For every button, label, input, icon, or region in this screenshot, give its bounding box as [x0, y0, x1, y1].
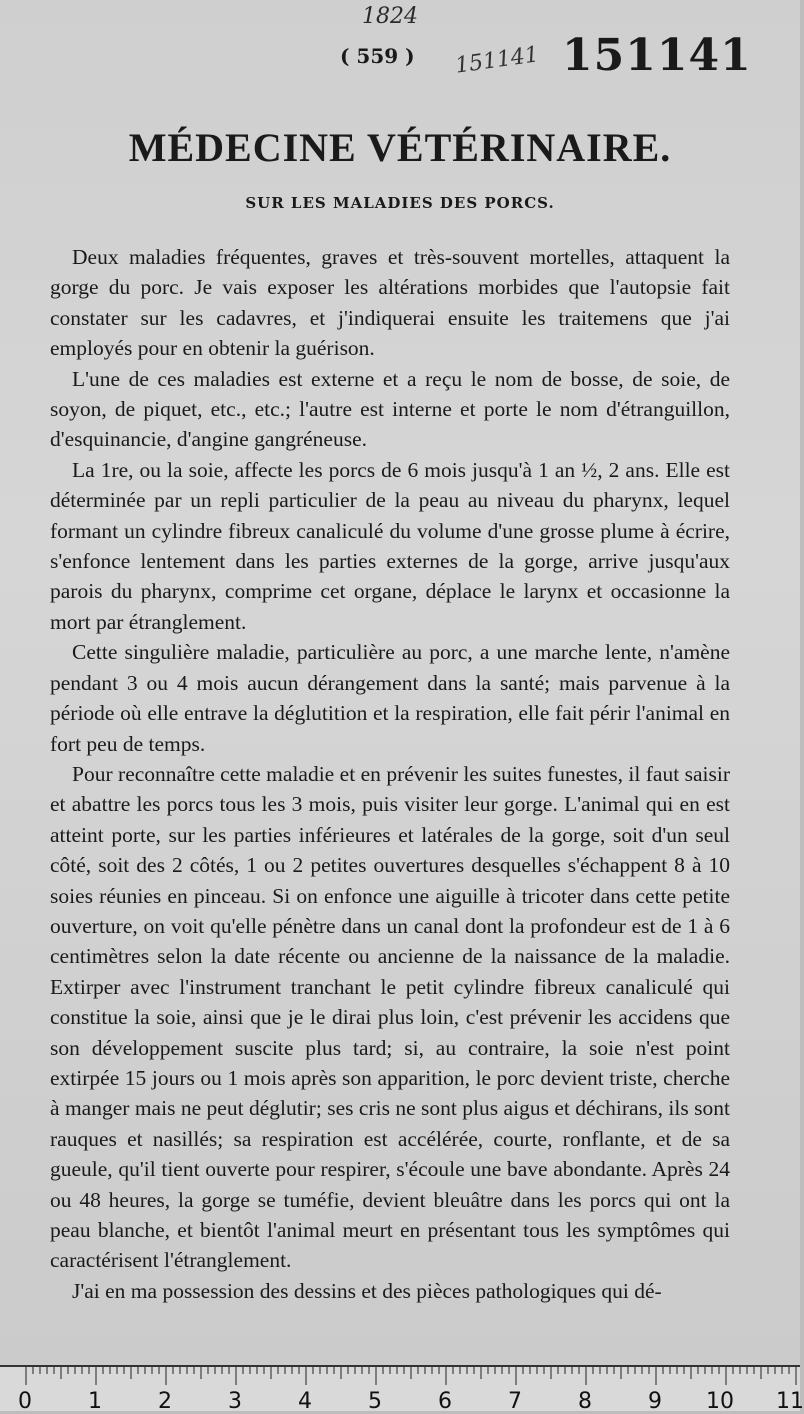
ruler-label: 2 [158, 1389, 172, 1414]
paragraph: Deux maladies fréquentes, graves et très-souvent mortelles, attaquent la gorge du porc. Je vais exposer les altérations morbides que l'autopsie fait constater sur les cadavres, et j'indiquerai ensuite les traitemens que j'ai employés pour en obtenir la guérison. [50, 245, 730, 361]
paragraph: La 1re, ou la soie, affecte les porcs de 6 mois jusqu'à 1 an ½, 2 ans. Elle est déterminée par un repli particulier de la peau au niveau du pharynx, lequel formant un cylindre fibreux canaliculé du volume d'une grosse plume à écrire, s'enfonce lentement dans les parties externes de la gorge, arrive jusqu'aux parois du pharynx, comprime cet organe, déplace le larynx et occasionne la mort par étranglement. [50, 457, 730, 634]
page-number: ( 559 ) [340, 44, 415, 68]
paragraph: J'ai en ma possession des dessins et des pièces pathologiques qui dé- [72, 1278, 662, 1303]
ruler-label: 0 [18, 1389, 32, 1414]
ruler-label: 10 [706, 1389, 734, 1414]
measurement-ruler [0, 1365, 804, 1414]
ruler-label: 4 [298, 1389, 312, 1414]
ruler-label: 8 [578, 1389, 592, 1414]
handwritten-id: 151141 [453, 42, 541, 79]
ruler-label: 7 [508, 1389, 522, 1414]
article-title: MÉDECINE VÉTÉRINAIRE. [128, 125, 672, 170]
article-body [50, 242, 730, 1306]
handwritten-year: 1824 [362, 4, 418, 29]
paragraph: Pour reconnaître cette maladie et en prévenir les suites funestes, il faut saisir et abattre les porcs tous les 3 mois, puis visiter leur gorge. L'animal qui en est atteint porte, sur les parties inférieures et latérales de la gorge, soit d'un seul côté, soit des 2 côtés, 1 ou 2 petites ouvertures desquelles s'échappent 8 à 10 soies réunies en pinceau. Si on enfonce une aiguille à tricoter dans cette petite ouverture, on voit qu'elle pénètre dans un canal dont la profondeur est de 1 à 6 centimètres selon la date récente ou ancienne de la naissance de la maladie. Extirper avec l'instrument tranchant le petit cylindre fibreux canaliculé qui constitue la soie, ainsi que je le dirai plus loin, c'est prévenir les accidens que son développement suscite plus tard; si, au contraire, la soie n'est point extirpée 15 jours ou 1 mois après son apparition, le porc devient triste, cherche à manger mais ne peut déglutir; ses cris ne sont plus aigus et déchirans, ils sont rauques et nasillés; sa respiration est accélérée, courte, ronflante, et de sa gueule, qu'il tient ouverte pour respirer, s'écoule une bave abondante. Après 24 ou 48 heures, la gorge se tuméfie, devient bleuâtre dans les porcs qui ont la peau blanche, et bientôt l'animal meurt en présentant tous les symptômes qui caractérisent l'étranglement. [50, 761, 730, 1273]
ruler-label: 3 [228, 1389, 242, 1414]
ruler-label: 11 [776, 1389, 804, 1414]
ruler-label: 6 [438, 1389, 452, 1414]
stamped-id: 151141 [562, 30, 752, 81]
paragraph: Cette singulière maladie, particulière au porc, a une marche lente, n'amène pendant 3 ou 4 mois aucun dérangement dans la santé; mais parvenue à la période où elle entrave la déglutition et la respiration, elle fait périr l'animal en fort peu de temps. [50, 640, 730, 756]
ruler-label: 5 [368, 1389, 382, 1414]
article-subtitle: SUR LES MALADIES DES PORCS. [245, 194, 555, 212]
ruler-label: 1 [88, 1389, 102, 1414]
ruler-label: 9 [648, 1389, 662, 1414]
paragraph: L'une de ces maladies est externe et a reçu le nom de bosse, de soie, de soyon, de piquet, etc., etc.; l'autre est interne et porte le nom d'étranguillon, d'esquinancie, d'angine gangréneuse. [50, 366, 730, 452]
ruler-ticks [0, 1367, 800, 1411]
